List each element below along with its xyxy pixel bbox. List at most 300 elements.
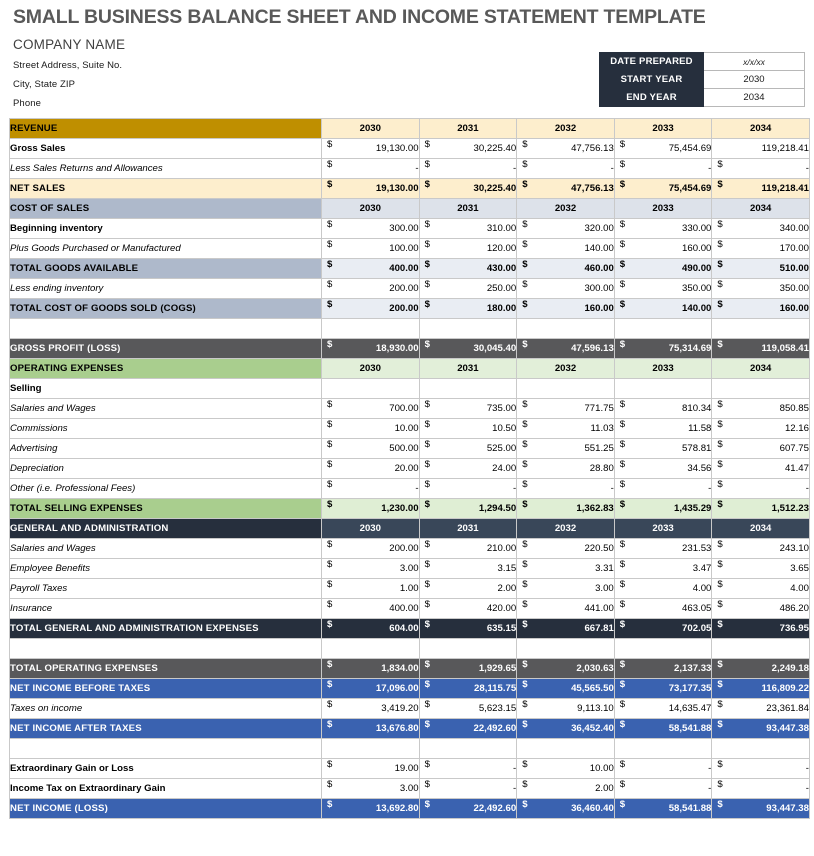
cell-2033[interactable] (614, 459, 712, 479)
cell-2032[interactable] (517, 699, 615, 719)
cell-value: 231.53 (682, 543, 712, 554)
cell-value: 1.00 (399, 583, 419, 594)
cell-value: 12.16 (784, 423, 809, 434)
cell-2030[interactable] (322, 659, 420, 679)
currency-symbol: $ (327, 799, 333, 810)
cell-value: 420.00 (486, 603, 517, 614)
currency-symbol: $ (424, 399, 430, 410)
cell-2032[interactable] (517, 339, 615, 359)
cell-2031[interactable] (419, 339, 517, 359)
cell-2032[interactable] (517, 559, 615, 579)
currency-symbol: $ (522, 559, 528, 570)
currency-symbol: $ (327, 599, 333, 610)
spacer-cell (419, 739, 517, 759)
spacer-cell (517, 739, 615, 759)
cell-value: 170.00 (779, 243, 809, 254)
cell-value: - (512, 483, 517, 494)
revenue-row-1 (10, 159, 810, 179)
cell-2031[interactable] (419, 699, 517, 719)
net-income-before-taxes-row (10, 679, 810, 699)
cell-2030[interactable] (322, 799, 420, 819)
currency-symbol: $ (522, 239, 528, 250)
cell-2031[interactable] (419, 759, 517, 779)
cell-2031[interactable] (419, 499, 517, 519)
currency-symbol: $ (619, 759, 626, 770)
cell-2033[interactable] (614, 679, 712, 699)
cell-2032[interactable] (517, 759, 615, 779)
net-income-loss-row-label: NET INCOME (LOSS) (10, 799, 322, 819)
cell-2034[interactable] (712, 499, 810, 519)
cell-2032[interactable] (517, 299, 615, 319)
cell-2033[interactable] (614, 259, 712, 279)
currency-symbol: $ (619, 239, 626, 250)
cell-value: 116,809.22 (761, 683, 809, 694)
spacer-cell (322, 739, 420, 759)
cell-2030[interactable] (322, 699, 420, 719)
cell-2034[interactable] (712, 219, 810, 239)
year-header-2032: 2032 (517, 199, 615, 219)
cell-value: 700.00 (389, 403, 419, 414)
currency-symbol: $ (424, 439, 430, 450)
cell-2033[interactable] (614, 279, 712, 299)
cell-value: 735.00 (486, 403, 517, 414)
cell-2031[interactable] (419, 399, 517, 419)
cost-of-sales-header-row (10, 199, 810, 219)
cell-2030[interactable] (322, 599, 420, 619)
ga-row-3 (10, 599, 810, 619)
cell-2030[interactable] (322, 299, 420, 319)
currency-symbol: $ (424, 479, 430, 490)
currency-symbol: $ (717, 679, 723, 690)
cell-value: 300.00 (389, 223, 419, 234)
operating-expenses-header-label: OPERATING EXPENSES (10, 359, 322, 379)
ga-row-1 (10, 559, 810, 579)
cell-value: 463.05 (682, 603, 712, 614)
total-goods-available-row-label: TOTAL GOODS AVAILABLE (10, 259, 322, 279)
selling-row-2 (10, 439, 810, 459)
revenue-header-label: REVENUE (10, 119, 322, 139)
cell-2034[interactable] (712, 299, 810, 319)
selling-row-1 (10, 419, 810, 439)
cell-value: 210.00 (486, 543, 517, 554)
currency-symbol: $ (327, 239, 333, 250)
end-year-value[interactable]: 2034 (704, 89, 805, 107)
cell-2032[interactable] (517, 779, 615, 799)
cell-2032[interactable] (517, 159, 615, 179)
cell-value: 41.47 (784, 463, 809, 474)
cell-value: 20.00 (394, 463, 419, 474)
cell-2031[interactable] (419, 139, 517, 159)
currency-symbol: $ (522, 579, 528, 590)
cos-row2-0-label: Less ending inventory (10, 279, 322, 299)
start-year-value[interactable]: 2030 (704, 71, 805, 89)
currency-symbol: $ (327, 659, 333, 670)
cell-2033[interactable] (614, 159, 712, 179)
cell-2030[interactable] (322, 259, 420, 279)
currency-symbol: $ (717, 279, 723, 290)
cell-value: - (805, 163, 809, 174)
cell-value: 500.00 (389, 443, 419, 454)
cell-value: 47,596.13 (571, 343, 614, 354)
cell-2031[interactable] (419, 239, 517, 259)
cell-2030[interactable] (322, 719, 420, 739)
company-street: Street Address, Suite No. (13, 60, 123, 71)
cell-value: 23,361.84 (766, 703, 809, 714)
ga-row-2-label: Payroll Taxes (10, 579, 322, 599)
cell-2030[interactable] (322, 559, 420, 579)
currency-symbol: $ (522, 799, 528, 810)
cell-2032[interactable] (517, 539, 615, 559)
cell-2031[interactable] (419, 579, 517, 599)
cell-2033[interactable] (614, 499, 712, 519)
currency-symbol: $ (424, 259, 430, 270)
currency-symbol: $ (424, 419, 430, 430)
currency-symbol: $ (327, 719, 333, 730)
cell-value: 4.00 (790, 583, 809, 594)
currency-symbol: $ (619, 499, 626, 510)
cell-2033[interactable] (614, 659, 712, 679)
cell-2030[interactable] (322, 419, 420, 439)
revenue-row-1-label: Less Sales Returns and Allowances (10, 159, 322, 179)
empty-cell[interactable] (614, 379, 712, 399)
cell-value: 47,756.13 (571, 143, 614, 154)
cell-2031[interactable] (419, 659, 517, 679)
cell-value: 73,177.35 (668, 683, 712, 694)
cell-value: 3.00 (595, 583, 614, 594)
cell-value: 75,454.69 (668, 143, 712, 154)
cell-value: - (610, 483, 614, 494)
cell-2031[interactable] (419, 619, 517, 639)
cell-2032[interactable] (517, 479, 615, 499)
cell-2032[interactable] (517, 399, 615, 419)
cell-2032[interactable] (517, 579, 615, 599)
cell-2034[interactable] (712, 799, 810, 819)
cell-2033[interactable] (614, 219, 712, 239)
cell-2030[interactable] (322, 159, 420, 179)
cell-2034[interactable] (712, 579, 810, 599)
cell-2031[interactable] (419, 279, 517, 299)
cell-2033[interactable] (614, 399, 712, 419)
cell-2034[interactable] (712, 479, 810, 499)
cell-value: 510.00 (779, 263, 809, 274)
cell-2034[interactable] (712, 419, 810, 439)
cell-value: 10.00 (589, 763, 614, 774)
currency-symbol: $ (327, 499, 333, 510)
spacer-cell (614, 739, 712, 759)
cell-2034[interactable] (712, 339, 810, 359)
currency-symbol: $ (424, 619, 430, 630)
cell-2030[interactable] (322, 479, 420, 499)
revenue-row-0-label: Gross Sales (10, 139, 322, 159)
cell-2030[interactable] (322, 279, 420, 299)
cell-2033[interactable] (614, 699, 712, 719)
cell-2034[interactable] (712, 399, 810, 419)
start-year-row (600, 71, 805, 89)
cell-value: 350.00 (779, 283, 809, 294)
currency-symbol: $ (619, 539, 626, 550)
cell-value: 58,541.88 (668, 723, 712, 734)
spacer-cell (322, 639, 420, 659)
year-header-2031: 2031 (419, 119, 517, 139)
cell-2033[interactable] (614, 419, 712, 439)
currency-symbol: $ (424, 659, 430, 670)
cell-2032[interactable] (517, 679, 615, 699)
cell-value: 2,030.63 (576, 663, 614, 674)
cell-value: 36,460.40 (571, 803, 614, 814)
currency-symbol: $ (522, 459, 528, 470)
currency-symbol: $ (522, 499, 528, 510)
total-selling-expenses-row-label: TOTAL SELLING EXPENSES (10, 499, 322, 519)
cell-2030[interactable] (322, 179, 420, 199)
cell-2032[interactable] (517, 799, 615, 819)
selling-row-0-label: Salaries and Wages (10, 399, 322, 419)
cell-2034[interactable] (712, 539, 810, 559)
cell-2033[interactable] (614, 139, 712, 159)
cell-2030[interactable] (322, 619, 420, 639)
cell-2034[interactable] (712, 759, 810, 779)
company-city: City, State ZIP (13, 79, 76, 90)
cell-2032[interactable] (517, 659, 615, 679)
cell-2030[interactable] (322, 759, 420, 779)
currency-symbol: $ (619, 579, 626, 590)
cell-2033[interactable] (614, 779, 712, 799)
currency-symbol: $ (424, 599, 430, 610)
cell-2032[interactable] (517, 459, 615, 479)
currency-symbol: $ (327, 559, 333, 570)
cell-value: 18,930.00 (375, 343, 419, 354)
currency-symbol: $ (424, 139, 430, 150)
cell-2034[interactable] (712, 559, 810, 579)
spacer-cell (419, 639, 517, 659)
currency-symbol: $ (619, 479, 626, 490)
cell-value: 3.31 (595, 563, 614, 574)
total-operating-expenses-row-label: TOTAL OPERATING EXPENSES (10, 659, 322, 679)
cell-2032[interactable] (517, 239, 615, 259)
cell-2032[interactable] (517, 219, 615, 239)
cell-2031[interactable] (419, 679, 517, 699)
cell-value: 490.00 (682, 263, 712, 274)
cell-value: 1,435.29 (674, 503, 712, 514)
cell-2031[interactable] (419, 159, 517, 179)
currency-symbol: $ (717, 539, 723, 550)
cell-value: 28,115.75 (474, 683, 517, 694)
currency-symbol: $ (619, 619, 626, 630)
cell-2034[interactable] (712, 139, 810, 159)
cell-2032[interactable] (517, 179, 615, 199)
cos-row-0 (10, 219, 810, 239)
cell-2032[interactable] (517, 439, 615, 459)
cell-2034[interactable] (712, 779, 810, 799)
empty-cell[interactable] (419, 379, 517, 399)
currency-symbol: $ (522, 679, 528, 690)
currency-symbol: $ (522, 699, 528, 710)
spacer-row (10, 639, 810, 659)
cell-2033[interactable] (614, 439, 712, 459)
cell-2033[interactable] (614, 479, 712, 499)
cell-2033[interactable] (614, 559, 712, 579)
cell-value: 3.47 (692, 563, 712, 574)
cell-value: 140.00 (682, 303, 712, 314)
currency-symbol: $ (619, 419, 626, 430)
spacer-cell (419, 319, 517, 339)
cell-2030[interactable] (322, 339, 420, 359)
cell-value: 58,541.88 (668, 803, 712, 814)
cell-2031[interactable] (419, 779, 517, 799)
cell-value: 3.00 (399, 563, 419, 574)
cell-value: 30,225.40 (473, 143, 517, 154)
cell-value: 5,623.15 (478, 703, 517, 714)
currency-symbol: $ (619, 339, 626, 350)
currency-symbol: $ (717, 399, 723, 410)
cell-2033[interactable] (614, 599, 712, 619)
currency-symbol: $ (522, 599, 528, 610)
cell-value: 430.00 (486, 263, 517, 274)
ga-row-3-label: Insurance (10, 599, 322, 619)
cell-2031[interactable] (419, 459, 517, 479)
operating-expenses-header-row (10, 359, 810, 379)
cell-2032[interactable] (517, 419, 615, 439)
cell-2031[interactable] (419, 599, 517, 619)
date-prepared-value[interactable]: x/x/xx (704, 53, 805, 71)
cell-2034[interactable] (712, 659, 810, 679)
cell-2032[interactable] (517, 499, 615, 519)
cell-2034[interactable] (712, 179, 810, 199)
cell-2033[interactable] (614, 239, 712, 259)
cell-2030[interactable] (322, 779, 420, 799)
currency-symbol: $ (619, 699, 626, 710)
currency-symbol: $ (327, 679, 333, 690)
cell-2032[interactable] (517, 259, 615, 279)
cell-value: 667.81 (584, 623, 614, 634)
cell-value: 2.00 (595, 783, 614, 794)
currency-symbol: $ (619, 259, 626, 270)
cell-2031[interactable] (419, 559, 517, 579)
currency-symbol: $ (619, 679, 626, 690)
currency-symbol: $ (619, 219, 626, 230)
cell-2030[interactable] (322, 439, 420, 459)
cell-2031[interactable] (419, 719, 517, 739)
currency-symbol: $ (424, 719, 430, 730)
cell-2030[interactable] (322, 239, 420, 259)
cell-value: 93,447.38 (766, 803, 809, 814)
cell-2034[interactable] (712, 459, 810, 479)
cell-2034[interactable] (712, 159, 810, 179)
cell-2031[interactable] (419, 299, 517, 319)
cell-2032[interactable] (517, 719, 615, 739)
currency-symbol: $ (424, 339, 430, 350)
cell-value: 34.56 (687, 463, 712, 474)
cell-2030[interactable] (322, 679, 420, 699)
cell-2034[interactable] (712, 619, 810, 639)
cell-2034[interactable] (712, 259, 810, 279)
empty-cell[interactable] (517, 379, 615, 399)
currency-symbol: $ (717, 419, 723, 430)
cell-value: 441.00 (584, 603, 614, 614)
currency-symbol: $ (522, 299, 528, 310)
cell-2031[interactable] (419, 799, 517, 819)
cell-2030[interactable] (322, 579, 420, 599)
selling-row-3 (10, 459, 810, 479)
cell-2033[interactable] (614, 299, 712, 319)
cell-2031[interactable] (419, 179, 517, 199)
ga-row-0 (10, 539, 810, 559)
cell-2032[interactable] (517, 599, 615, 619)
empty-cell[interactable] (712, 379, 810, 399)
cell-2034[interactable] (712, 239, 810, 259)
currency-symbol: $ (522, 259, 528, 270)
cell-value: 11.58 (688, 423, 712, 434)
cell-2033[interactable] (614, 619, 712, 639)
cell-2033[interactable] (614, 719, 712, 739)
cell-2030[interactable] (322, 459, 420, 479)
cell-2034[interactable] (712, 719, 810, 739)
cell-2033[interactable] (614, 339, 712, 359)
gross-profit-row (10, 339, 810, 359)
currency-symbol: $ (717, 339, 723, 350)
currency-symbol: $ (717, 759, 723, 770)
cell-value: 180.00 (486, 303, 517, 314)
year-header-2034: 2034 (712, 119, 810, 139)
cell-2033[interactable] (614, 759, 712, 779)
cell-value: 1,294.50 (478, 503, 517, 514)
cell-value: 9,113.10 (577, 703, 614, 714)
cos-row-1 (10, 239, 810, 259)
cell-2031[interactable] (419, 259, 517, 279)
cell-value: 100.00 (389, 243, 419, 254)
cell-2032[interactable] (517, 139, 615, 159)
cell-2031[interactable] (419, 219, 517, 239)
selling-subhead-row (10, 379, 810, 399)
cell-2030[interactable] (322, 399, 420, 419)
cell-2030[interactable] (322, 139, 420, 159)
cell-2031[interactable] (419, 539, 517, 559)
year-header-2031: 2031 (419, 519, 517, 539)
currency-symbol: $ (522, 139, 528, 150)
cell-2034[interactable] (712, 679, 810, 699)
cell-2034[interactable] (712, 279, 810, 299)
cell-2033[interactable] (614, 539, 712, 559)
cell-value: 635.15 (486, 623, 517, 634)
cell-2030[interactable] (322, 499, 420, 519)
year-header-2030: 2030 (322, 519, 420, 539)
cell-2033[interactable] (614, 179, 712, 199)
cell-2034[interactable] (712, 699, 810, 719)
currency-symbol: $ (522, 479, 528, 490)
cell-2031[interactable] (419, 479, 517, 499)
revenue-header-row (10, 119, 810, 139)
currency-symbol: $ (522, 159, 528, 170)
cell-value: - (805, 783, 809, 794)
cell-2032[interactable] (517, 619, 615, 639)
total-goods-available-row (10, 259, 810, 279)
cell-2034[interactable] (712, 599, 810, 619)
cell-2032[interactable] (517, 279, 615, 299)
cell-2031[interactable] (419, 439, 517, 459)
currency-symbol: $ (327, 399, 333, 410)
currency-symbol: $ (619, 659, 626, 670)
cell-2033[interactable] (614, 799, 712, 819)
empty-cell[interactable] (322, 379, 420, 399)
cell-2031[interactable] (419, 419, 517, 439)
cell-value: 4.00 (692, 583, 712, 594)
cell-2030[interactable] (322, 219, 420, 239)
company-name: COMPANY NAME (13, 37, 126, 52)
cell-value: 607.75 (779, 443, 809, 454)
cell-2030[interactable] (322, 539, 420, 559)
currency-symbol: $ (717, 779, 723, 790)
cell-2034[interactable] (712, 439, 810, 459)
cell-2033[interactable] (614, 579, 712, 599)
